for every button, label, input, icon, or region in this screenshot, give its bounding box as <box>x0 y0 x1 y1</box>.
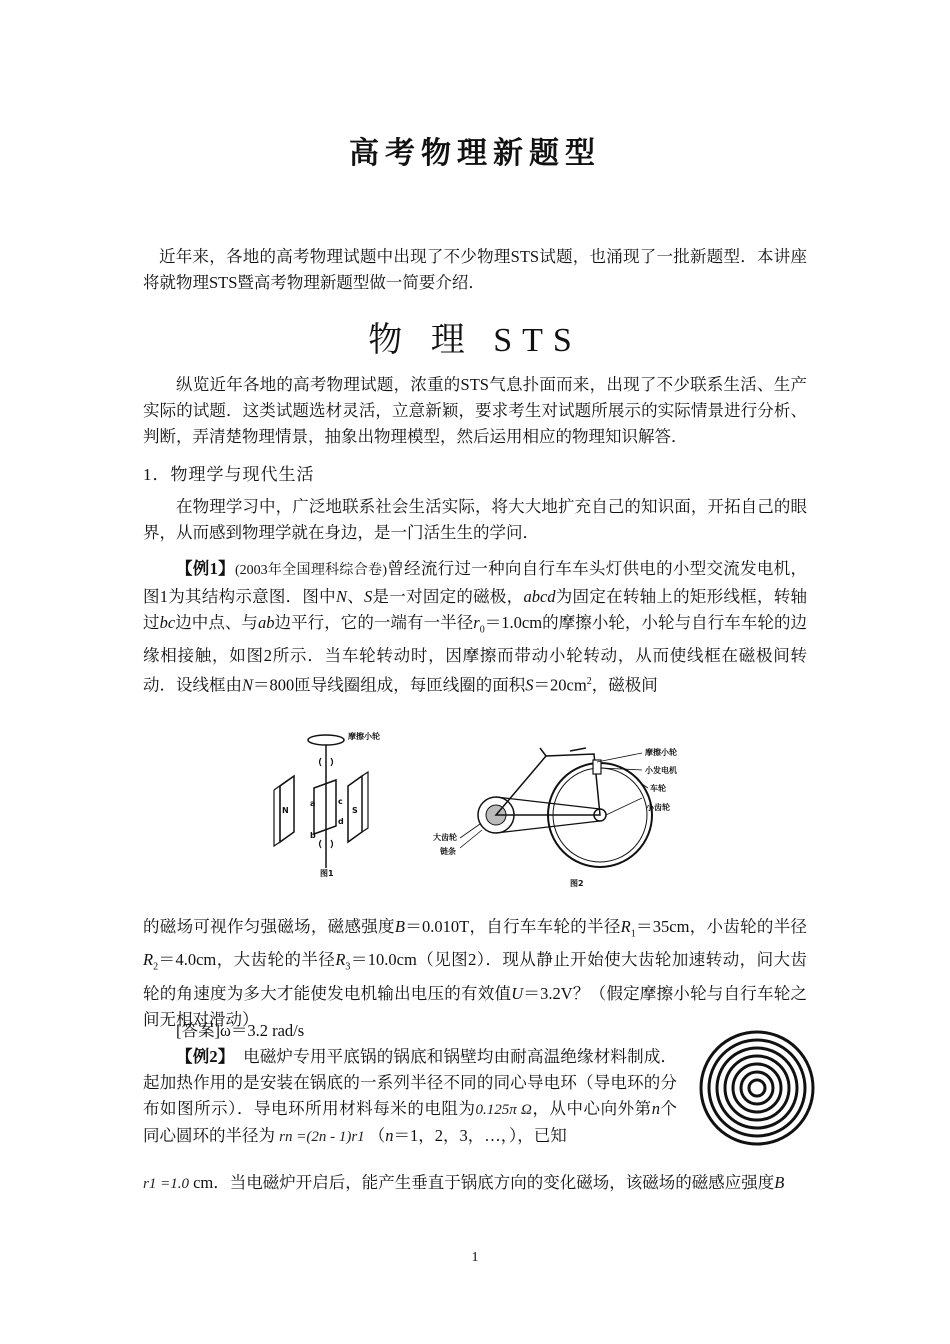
text-span: 的磁场可视作匀强磁场，磁感强度 <box>143 917 395 936</box>
var-n: n <box>651 1099 660 1118</box>
var-U: U <box>511 983 524 1003</box>
var-n: n <box>385 1126 394 1145</box>
fig2-caption: 图2 <box>570 879 584 888</box>
text-span: ＝1，2，3，…，），已知 <box>393 1126 567 1145</box>
var-r0: r <box>473 613 480 632</box>
var-B: B <box>774 1173 785 1192</box>
resistance-formula: 0.125π Ω <box>475 1102 532 1118</box>
example-2-paragraph <box>143 1044 677 1150</box>
concentric-rings-figure <box>697 1028 817 1148</box>
var-B: B <box>394 917 405 936</box>
fig1-label-a: a <box>310 799 316 808</box>
figure-2-diagram <box>433 747 677 888</box>
var-R1: R <box>620 917 631 936</box>
subscript: 0 <box>479 624 485 636</box>
var-abcd: abcd <box>523 587 556 606</box>
var-R3: R <box>335 950 346 970</box>
text-span: 边中点、与 <box>175 613 258 632</box>
text-span: 、 <box>346 587 365 606</box>
fig1-label-d: d <box>338 817 344 826</box>
text-span: ＝800匝导线圈组成，每匝线圈的面积 <box>253 675 526 695</box>
subsection-heading: 1．物理学与现代生活 <box>143 465 315 484</box>
intro-paragraph: 近年来，各地的高考物理试题中出现了不少物理STS试题，也涌现了一批新题型．本讲座将就物理STS暨高考物理新题型做一简要介绍． <box>143 247 807 292</box>
r1-formula: r1 =1.0 <box>143 1176 189 1192</box>
var-S: S <box>525 675 534 695</box>
radius-formula: rn =(2n - 1)r1 <box>279 1129 365 1145</box>
example-1-continued <box>143 914 807 1033</box>
fig1-caption: 图1 <box>320 869 334 878</box>
figure-1-diagram <box>274 731 380 878</box>
superscript: 2 <box>586 676 592 688</box>
fig2-label-friction: 摩擦小轮 <box>645 748 677 757</box>
page-title: 高考物理新题型 <box>349 137 601 170</box>
text-span: ＝0.010T，自行车车轮的半径 <box>404 917 621 936</box>
subscript: 1 <box>630 928 636 940</box>
text-span: 是一对固定的磁极， <box>372 587 524 606</box>
text-span: ，磁极间 <box>591 675 658 695</box>
section-title: 物 理 STS <box>368 322 582 359</box>
var-bc: bc <box>159 613 176 632</box>
fig1-label-wheel: 摩擦小轮 <box>348 732 380 741</box>
sts-paragraph: 纵览近年各地的高考物理试题，浓重的STS气息扑面而来，出现了不少联系生活、生产实际的试题．这类试题选材灵活，立意新颖，要求考生对试题所展示的实际情景进行分析、判断，弄清楚物理情景，抽象出物理模型，然后运用相应的物理知识解答． <box>143 375 807 446</box>
fig2-label-chain: 链条 <box>440 847 456 856</box>
text-span: ＝35cm，小齿轮的半径 <box>635 917 807 936</box>
var-ab: ab <box>258 613 275 632</box>
subscript: 2 <box>153 961 159 973</box>
text-span: ＝1.0cm的摩擦小轮，小轮与自行车车轮的边缘相接触，如图2所示．当车轮转动时，因摩擦而带动小轮转动，从而使线框在磁极间转动．设线框由 <box>143 613 808 695</box>
text-span: 曾经流行过一种向自行车车头灯供电的小型交流发电机，图1为其结构示意图．图中 <box>143 559 807 606</box>
text-span: 电磁炉专用平底锅的锅底和锅壁均由耐高温绝缘材料制成．起加热作用的是安装在锅底的一系列半径不同的同心导电环（导电环的分布如图所示）．导电环所用材料每米的电阻为 <box>143 1047 678 1118</box>
generator-figures <box>270 718 710 896</box>
fig2-label-wheel: 车轮 <box>650 784 666 793</box>
text-span: ＝20cm <box>533 675 587 695</box>
page-number: 1 <box>471 1250 479 1265</box>
text-span: ＝10.0cm（见图2）．现从静止开始使大齿轮加速转动，问大齿轮的角速度为多大才能使发电机输出电压的有效值 <box>143 950 807 1003</box>
text-span: 个同心圆环的半径为 <box>143 1099 678 1145</box>
var-N: N <box>242 675 254 695</box>
fig1-label-b: b <box>310 831 316 840</box>
text-span: ，从中心向外第 <box>531 1099 652 1118</box>
fig2-label-big-gear: 大齿轮 <box>433 833 457 842</box>
example-1-source: (2003年全国理科综合卷) <box>234 563 387 578</box>
text-span: 为固定在转轴上的矩形线框，转轴过 <box>143 587 808 632</box>
text-span: cm．当电磁炉开启后，能产生垂直于锅底方向的变化磁场，该磁场的磁感应强度 <box>193 1173 775 1192</box>
example-2-label: 【例2】 <box>176 1047 235 1066</box>
fig1-label-S: S <box>352 806 358 815</box>
example-1-label: 【例1】 <box>176 559 235 578</box>
example-1-paragraph <box>143 556 807 699</box>
var-S: S <box>364 587 373 606</box>
text-span: （ <box>368 1126 386 1145</box>
subsection-paragraph: 在物理学习中，广泛地联系社会生活实际，将大大地扩充自己的知识面，开拓自己的眼界，从而感到物理学就在身边，是一门活生生的学问． <box>143 497 807 542</box>
text-span: ＝3.2V？（假定摩擦小轮与自行车轮之间无相对滑动） <box>143 983 807 1029</box>
answer-line: [答案]ω＝3.2 rad/s <box>176 1021 305 1040</box>
var-N: N <box>335 587 347 606</box>
fig1-label-N: N <box>282 806 289 815</box>
example-2-continued <box>143 1170 807 1197</box>
text-span: ＝4.0cm，大齿轮的半径 <box>158 950 336 970</box>
fig2-label-generator: 小发电机 <box>645 766 677 775</box>
text-span: 边平行，它的一端有一半径 <box>274 613 474 632</box>
fig2-label-small-gear: 小齿轮 <box>646 803 670 812</box>
subscript: 3 <box>345 961 351 973</box>
var-R2: R <box>143 950 154 970</box>
fig1-label-c: c <box>338 797 343 806</box>
